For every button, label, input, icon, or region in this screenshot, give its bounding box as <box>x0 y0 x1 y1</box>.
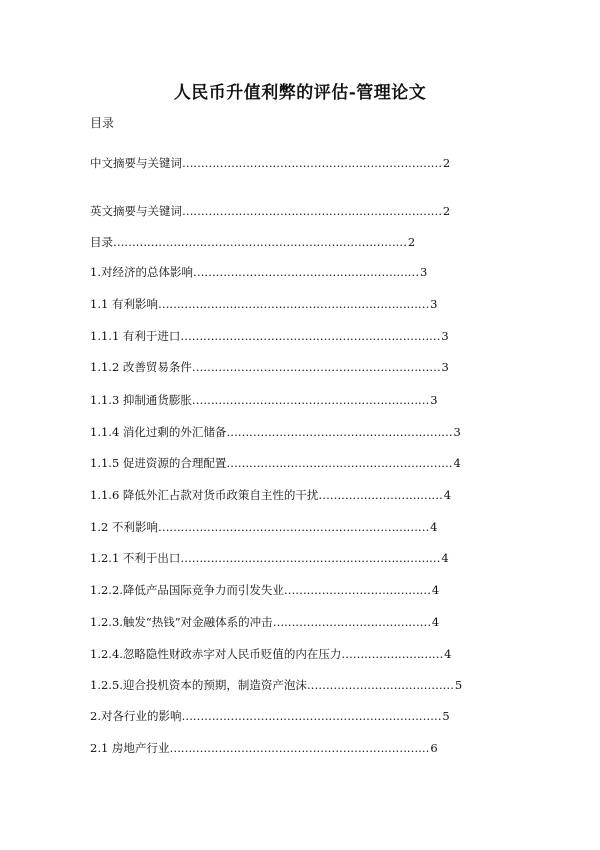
toc-entry-page-number: 4 <box>430 520 438 534</box>
toc-entry-leader: …………………………………………………………… <box>180 329 441 343</box>
toc-entry-leader: …………………………………………………………… <box>182 156 442 170</box>
toc-entry-label: 1.1.6 降低外汇占款对货币政策自主性的干扰 <box>90 488 319 502</box>
toc-entry <box>90 708 450 724</box>
toc-entry-page-number: 4 <box>444 647 452 661</box>
toc-entry-page-number: 2 <box>442 156 451 170</box>
toc-entry <box>90 155 450 171</box>
toc-entry <box>90 296 437 312</box>
toc-entry-page-number: 4 <box>441 551 449 565</box>
toc-entry-page-number: 5 <box>442 709 450 723</box>
toc-entry-label: 1.2 不利影响 <box>90 520 158 534</box>
toc-entry-label: 1.2.1 不利于出口 <box>90 551 181 565</box>
toc-entry-label: 1.1.5 促进资源的合理配置 <box>90 456 227 470</box>
toc-entry <box>90 264 427 280</box>
toc-entry <box>90 677 462 693</box>
toc-entry <box>90 646 451 662</box>
toc-entry-page-number: 6 <box>430 741 438 755</box>
toc-entry <box>90 582 439 598</box>
toc-entry <box>90 328 449 344</box>
toc-entry <box>90 455 461 471</box>
toc-entry-page-number: 3 <box>453 425 461 439</box>
toc-entry-label: 1.对经济的总体影响 <box>90 265 193 279</box>
toc-entry-label: 中文摘要与关键词 <box>90 156 182 170</box>
toc-entry-label: 2.对各行业的影响 <box>90 709 182 723</box>
toc-entry-leader: ………………………………… <box>306 678 454 692</box>
toc-entry-page-number: 3 <box>420 265 428 279</box>
toc-entry-label: 2.1 房地产行业 <box>90 741 170 755</box>
toc-entry-label: 1.1.3 抑制通货膨胀 <box>90 393 192 407</box>
toc-entry-label: 1.2.4.忽略隐性财政赤字对人民币贬值的内在压力 <box>90 647 342 661</box>
toc-entry-leader: …………………………… <box>318 488 443 502</box>
toc-entry-label: 1.1.1 有利于进口 <box>90 329 181 343</box>
toc-entry-leader: …………………………………………………… <box>226 425 453 439</box>
toc-entry <box>90 740 438 756</box>
toc-entry-label: 目录 <box>90 235 113 249</box>
toc-entry <box>90 424 461 440</box>
toc-entry-label: 1.2.2.降低产品国际竞争力而引发失业 <box>90 583 284 597</box>
toc-entry-page-number: 4 <box>443 488 452 502</box>
toc-entry <box>90 550 449 566</box>
toc-entry-label: 1.2.3.触发“热钱”对金融体系的冲击 <box>90 615 273 629</box>
toc-entry-label: 1.2.5.迎合投机资本的预期，制造资产泡沫 <box>90 678 307 692</box>
toc-entry-leader: …………………………………………………… <box>192 265 419 279</box>
toc-entry-page-number: 4 <box>453 456 461 470</box>
toc-entry-leader: …………………………………………………………… <box>182 204 442 218</box>
toc-entry-leader: ………………………………… <box>283 583 431 597</box>
toc-entry-label: 1.1.2 改善贸易条件 <box>90 360 192 374</box>
toc-entry <box>90 234 415 250</box>
toc-entry <box>90 359 449 375</box>
toc-entry-leader: …………………………………………………………… <box>181 709 442 723</box>
toc-entry-leader: ……………………………………………………………… <box>157 520 430 534</box>
toc-entry-leader: …………………………………………………… <box>226 456 453 470</box>
toc-entry-leader: …………………………………………………………… <box>180 551 441 565</box>
toc-entry-page-number: 4 <box>431 583 440 597</box>
toc-entry-leader: ……………………………………………………………… <box>157 297 430 311</box>
toc-entry-page-number: 3 <box>441 360 449 374</box>
toc-entry <box>90 203 450 219</box>
toc-entry-leader: …………………………………………………………………… <box>113 235 407 249</box>
toc-heading: 目录 <box>90 116 115 130</box>
toc-entry-page-number: 3 <box>430 393 438 407</box>
document-title: 人民币升值利弊的评估-管理论文 <box>173 83 427 103</box>
toc-entry-leader: ……………………………………………………… <box>191 393 430 407</box>
toc-entry-page-number: 2 <box>442 204 451 218</box>
toc-entry-page-number: 3 <box>430 297 438 311</box>
toc-entry <box>90 614 439 630</box>
toc-entry-label: 英文摘要与关键词 <box>90 204 182 218</box>
toc-entry-page-number: 3 <box>441 329 449 343</box>
toc-entry-leader: …………………………………………………………… <box>169 741 430 755</box>
toc-entry-label: 1.1 有利影响 <box>90 297 158 311</box>
toc-entry <box>90 487 451 503</box>
toc-entry-leader: ……………………… <box>341 647 444 661</box>
toc-entry-label: 1.1.4 消化过剩的外汇储备 <box>90 425 227 439</box>
toc-entry-page-number: 5 <box>454 678 463 692</box>
toc-entry-leader: …………………………………… <box>272 615 431 629</box>
toc-entry-page-number: 4 <box>431 615 440 629</box>
toc-entry-page-number: 2 <box>407 235 416 249</box>
toc-entry <box>90 519 437 535</box>
toc-entry-leader: ………………………………………………………… <box>191 360 441 374</box>
toc-entry <box>90 392 438 408</box>
